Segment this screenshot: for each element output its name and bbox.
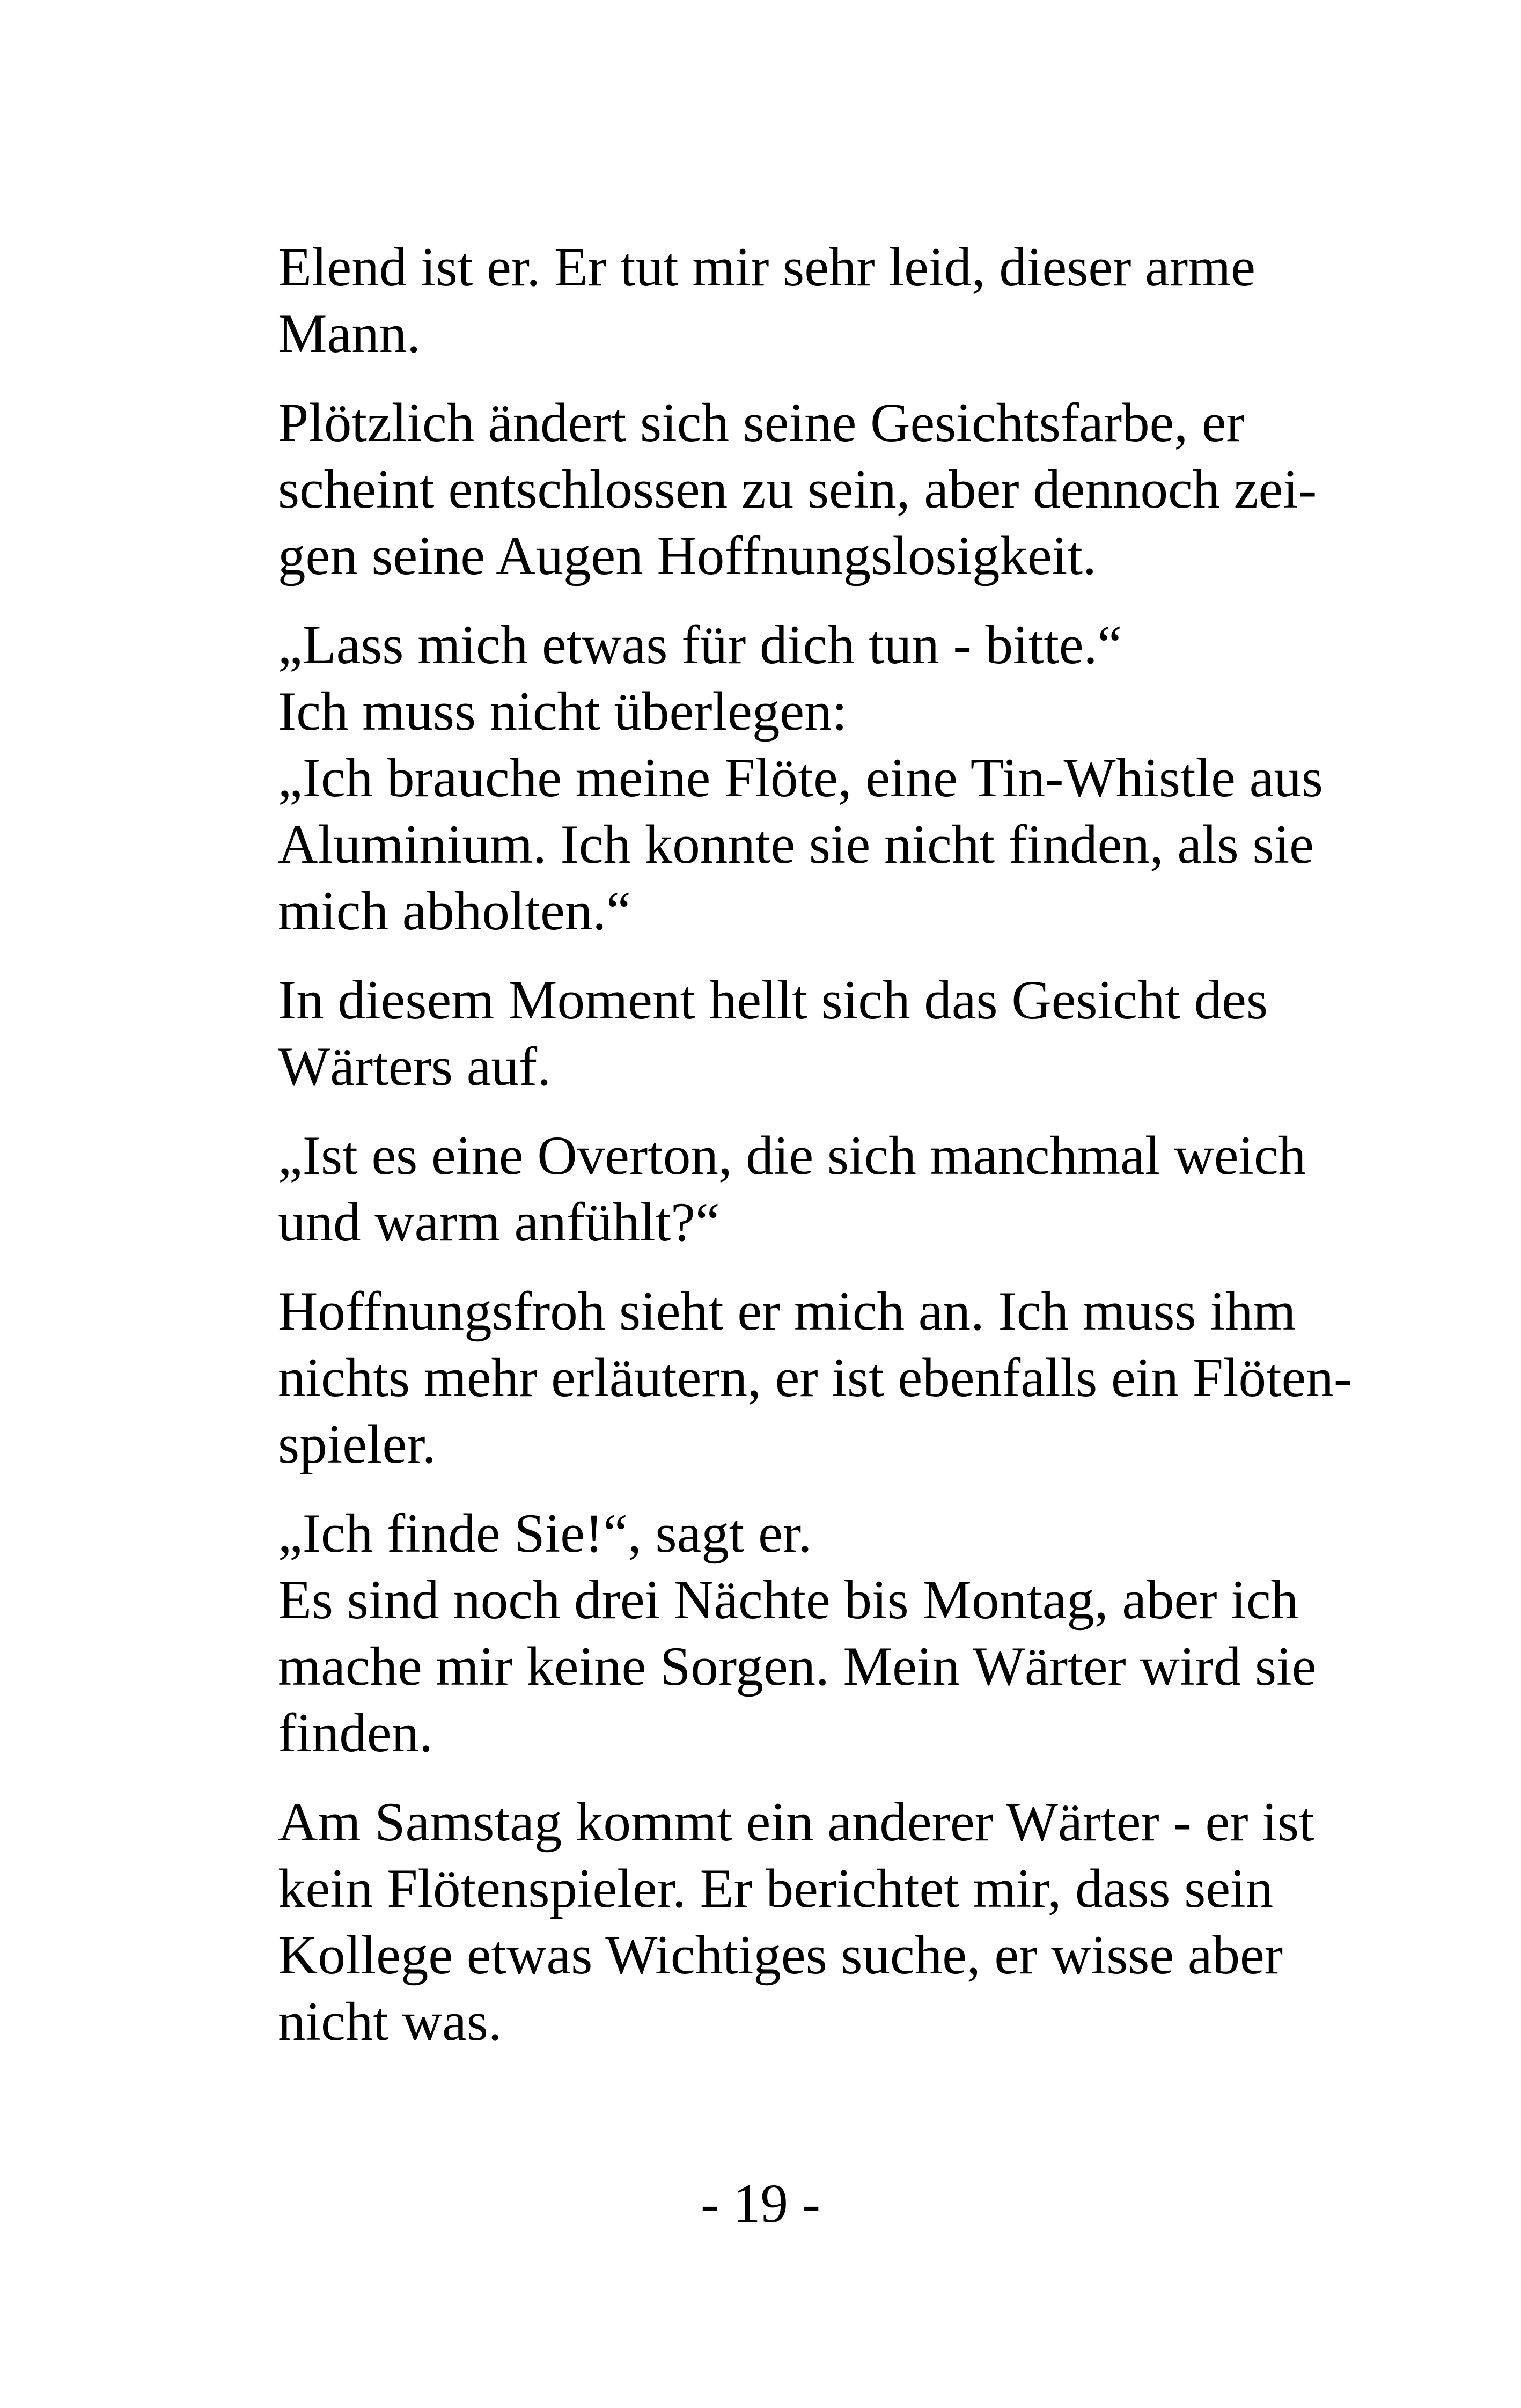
text-line: Aluminium. Ich konnte sie nicht finden, als sie	[278, 814, 1314, 875]
text-line: „Ich finde Sie!“, sagt er.	[278, 1503, 812, 1564]
text-line: gen seine Augen Hoffnungslosigkeit.	[278, 525, 1097, 586]
text-line: nichts mehr erläutern, er ist ebenfalls ein Flöten-	[278, 1347, 1353, 1408]
text-line: Ich muss nicht überlegen:	[278, 681, 848, 742]
body-text	[278, 234, 1353, 2077]
text-line: Plötzlich ändert sich seine Gesichtsfarbe, er	[278, 392, 1245, 453]
text-line: Wärters auf.	[278, 1036, 551, 1097]
text-line: mache mir keine Sorgen. Mein Wärter wird sie	[278, 1636, 1317, 1697]
page-number: - 19 -	[700, 2173, 821, 2234]
text-line: nicht was.	[278, 1991, 502, 2052]
paragraph-6	[278, 1278, 1353, 1478]
text-line: Es sind noch drei Nächte bis Montag, aber ich	[278, 1569, 1299, 1631]
paragraph-5	[278, 1122, 1340, 1256]
text-line: Elend ist er. Er tut mir sehr leid, dieser arme	[278, 237, 1255, 298]
paragraph-3	[278, 612, 1340, 944]
paragraph-7	[278, 1500, 1340, 1766]
text-line: Am Samstag kommt ein anderer Wärter - er ist	[278, 1792, 1314, 1853]
text-line: und warm anfühlt?“	[278, 1192, 720, 1253]
paragraph-2	[278, 390, 1340, 589]
paragraph-1	[278, 234, 1340, 367]
text-line: Hoffnungsfroh sieht er mich an. Ich muss ihm	[278, 1281, 1296, 1342]
paragraph-8	[278, 1789, 1340, 2055]
text-line: Kollege etwas Wichtiges suche, er wisse aber	[278, 1925, 1283, 1986]
text-line: scheint entschlossen zu sein, aber dennoch zei-	[278, 459, 1317, 520]
text-line: „Ist es eine Overton, die sich manchmal weich	[278, 1125, 1306, 1186]
paragraph-4	[278, 967, 1340, 1100]
text-line: kein Flötenspieler. Er berichtet mir, dass sein	[278, 1858, 1274, 1919]
text-line: In diesem Moment hellt sich das Gesicht des	[278, 970, 1268, 1031]
text-line: Mann.	[278, 303, 421, 364]
text-line: „Lass mich etwas für dich tun - bitte.“	[278, 614, 1122, 676]
text-line: mich abholten.“	[278, 880, 631, 942]
text-line: „Ich brauche meine Flöte, eine Tin-Whistle aus	[278, 747, 1323, 809]
text-line: finden.	[278, 1702, 433, 1764]
text-line: spieler.	[278, 1414, 436, 1475]
